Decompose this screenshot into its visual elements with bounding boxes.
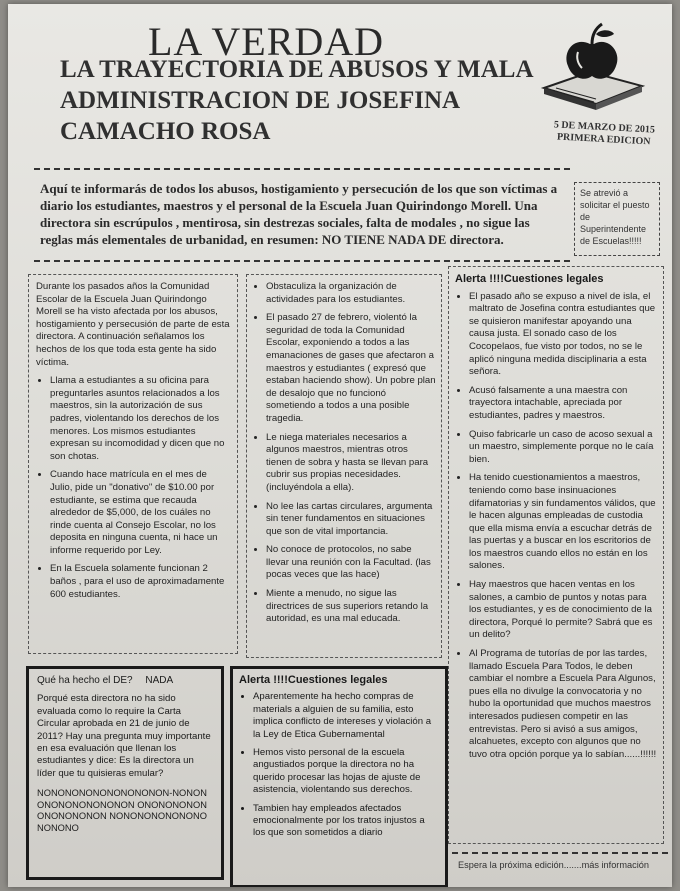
de-box-body: Porqué esta directora no ha sido evaluada como lo require la Carta Circular aprobada en 21 de junio de 2011? Hay una pregunta muy importante en esa evaluación que llenan los estudiantes y dice: Es la directora un líder que tu quisieras emular? [37,693,211,779]
apple-on-book-icon [538,22,648,112]
column-legal-alert [448,266,664,844]
de-box-nonono: NONONONONONONONONON-NONONONONONONONONON ONONONONONONONONONON NONONONONONONONONONO [37,788,207,833]
list-item: • Llama a estudiantes a su oficina para preguntarles asuntos relacionados a los maestros, sin la autorización de sus padres, violentando los derechos de los menores. Los mismos estudiantes expresan su incomodidad y dicen que no son chotas. [50,375,230,463]
list-item: • Al Programa de tutorías de por las tardes, llamado Escuela Para Todos, le deben cambiar el nombre a Escuela Para Algunos, pues ella no divulge la convocatoria y no hubo la oportunidad que muchos maestros interesados pudiesen competir en las entrevistas. Pero si avisó a sus amigos, alcahuetes, excepto con algunos que no tuvo otra opción porque ya lo sabían......!!!!!! [469,648,657,761]
legal-list [455,291,657,762]
list-item: • Cuando hace matrícula en el mes de Julio, pide un "donativo" de $10.00 por estudiante, se estima que recauda alrededor de $5,000, de los cuáles no rinde cuenta al Consejo Escolar, no los deposita en ninguna cuenta, ni hace un informe requerido por Ley. [50,469,230,557]
list-item: • Acusó falsamente a una maestra con trayectora intachable, apreciada por estudiantes, padres y maestros. [469,385,657,423]
de-answer: NADA [145,675,174,686]
list-item: • Hay maestros que hacen ventas en los salones, a cambio de puntos y notas para los estudiantes, y es de conocimiento de la directora, Porqué lo permite? Sabrá que es un delito? [469,579,657,642]
list-item: • En la Escuela solamente funcionan 2 baños , para el uso de aproximadamente 600 estudiantes. [50,563,230,601]
abuse-list [36,375,230,601]
list-item: • Ha tenido cuestionamientos a maestros, teniendo como base insinuaciones difamatorias y sin fundamentos válidos, que le hacen algunas empleadas de custodia que ella misma envía a escuchar detrás de las puertas y a buscar en los escritorios de los maestros cuando ellos no están en los salones. [469,472,657,573]
masthead [8,4,672,164]
edition-label: PRIMERA EDICION [556,131,651,148]
column-incidents [246,274,442,658]
flyer-page [8,4,672,887]
intro-paragraph: Aquí te informarás de todos los abusos, hostigamiento y persecución de los que son víctimas a diario los estudiantes, maestros y el personal de la Escuela Juan Quirindongo Morell. Una directora sin escrúpulos , mentirosa, sin destrezas sociales, falta de modales , no sigue las reglas más elementales de urbanidad, en resumen: NO TIENE NADA DE directora. [34,168,570,262]
legal-alert-box-title: Alerta !!!!Cuestiones legales [239,674,388,686]
list-item: • Hemos visto personal de la escuela angustiados porque la directora no ha querido procesar las hojas de ajuste de asistencia, violentando sus derechos. [253,747,439,797]
legal-alert-box-list [239,691,439,839]
de-box [26,666,224,880]
side-note: Se atrevió a solicitar el puesto de Superintendente de Escuelas!!!!! [574,182,660,256]
issue-date: 5 DE MARZO DE 2015 [553,119,656,136]
de-question: Qué ha hecho el DE? [37,675,133,686]
incident-list [252,281,436,626]
date-block [535,118,672,149]
headline: LA TRAYECTORIA DE ABUSOS Y MALA ADMINISTRACION DE JOSEFINA CAMACHO ROSA [60,56,533,145]
list-item: • Tambien hay empleados afectados emocionalmente por los tratos injustos a los que son sometidos a diario [253,803,439,840]
list-item: • Le niega materiales necesarios a algunos maestros, mientras otros tienen de sobra y hasta se llevan para cubrir sus propias necesidades. (incluyéndola a ella). [266,432,436,495]
list-item: • No conoce de protocolos, no sabe llevar una reunión con la Facultad. (las pocas veces que las hace) [266,544,436,582]
column-abuses [28,274,238,654]
paper-name: LA VERDAD [148,19,385,64]
list-item: • Aparentemente ha hecho compras de materials a alguien de su familia, esto implica conflicto de intereses y violación a la Ley de Etica Gubernamental [253,691,439,741]
de-box-title [37,675,213,687]
footer-note: Espera la próxima edición.......más información [452,852,668,878]
legal-alert-box [230,666,448,887]
legal-alert-title: Alerta !!!!Cuestiones legales [455,273,604,285]
list-item: • Quiso fabricarle un caso de acoso sexual a un maestro, simplemente porque no le caía bien. [469,429,657,467]
list-item: • El pasado año se expuso a nivel de isla, el maltrato de Josefina contra estudiantes que se quisieron manifestar apoyando una causa justa. El sonado caso de los Cocopelaos, fue visto por todos, no se le aplicó ninguna medida disciplinaria a esta señora. [469,291,657,379]
list-item: • Miente a menudo, no sigue las directrices de sus superiors retando la autoridad, es una mal educada. [266,588,436,626]
list-item: • No lee las cartas circulares, argumenta sin tener fundamentos en situaciones que son de vital importancia. [266,501,436,539]
list-item: • Obstaculiza la organización de actividades para los estudiantes. [266,281,436,306]
column-lead: Durante los pasados años la Comunidad Escolar de la Escuela Juan Quirindongo Morell se ha visto afectada por los abusos, hostigamiento y persecusión de parte de esta directora. A continuación señalamos los hechos de los que toda esta gente ha sido víctima. [36,281,230,368]
list-item: • El pasado 27 de febrero, violentó la seguridad de toda la Comunidad Escolar, exponiendo a todos a las emanaciones de gases que afectaron a maestros y estudiantes ( expresó que estaban haciendo show). Un pobre plan de desalojo que no funcionó sometiendo a todos a una posible tragedia. [266,312,436,425]
